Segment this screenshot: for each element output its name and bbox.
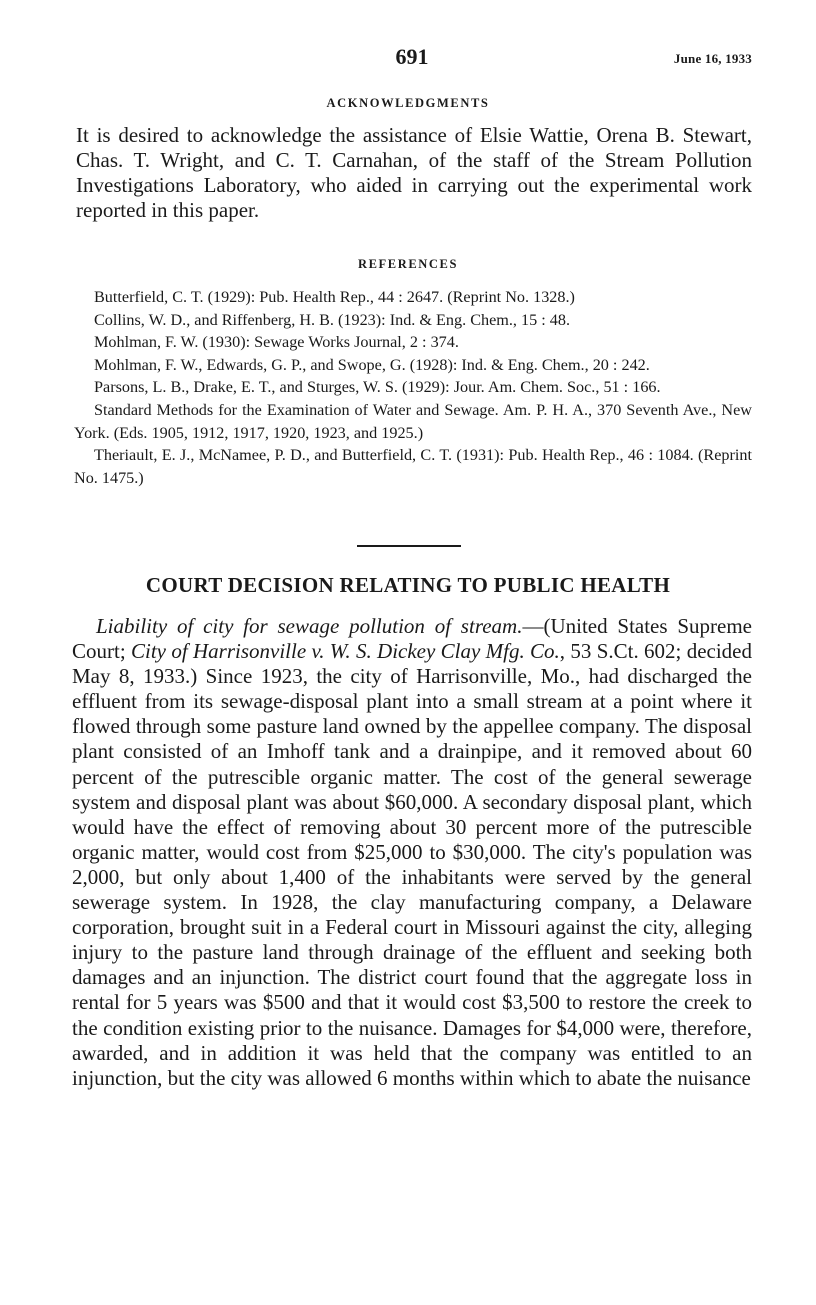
acknowledgments-heading: ACKNOWLEDGMENTS (326, 96, 490, 110)
reference-item: Mohlman, F. W., Edwards, G. P., and Swope, G. (1928): Ind. & Eng. Chem., 20 : 242. (94, 355, 650, 374)
references-heading: REFERENCES (357, 257, 459, 271)
case-citation: , 53 S.Ct. 602; decided May 8, 1933.) (72, 639, 753, 689)
article-text: Since 1923, the city of Harrisonville, Mo., had discharged the effluent from its sewage-disposal plant into a small stream at a point where it flowed through some pasture land owned by the appellee company. The disposal plant consisted of an Imhoff tank and a drainpipe, and it removed about 60 percent of the putrescible organic matter. The cost of the general sewerage system and disposal plant was about $60,000. A secondary disposal plant, which would have the effect of removing about 30 percent more of the putrescible organic matter, would cost from $25,000 to $30,000. The city's population was 2,000, but only about 1,400 of the inhabitants were served by the general sewerage system. In 1928, the clay manufacturing company, a Delaware corporation, brought suit in a Federal court in Missouri against the city, alleging injury to the pasture land through drainage of the effluent and seeking both damages and an injunction. The district court found that the aggregate loss in rental for 5 years was $500 and that it would cost $3,500 to restore the creek to the condition existing prior to the nuisance. Damages for $4,000 were, therefore, awarded, and in addition it was held that the company was entitled to an injunction, but the city was allowed 6 months within which to abate the nuisance (72, 664, 752, 1090)
case-heading: Liability of city for sewage pollution of stream. (96, 614, 523, 638)
reference-item: Standard Methods for the Examination of Water and Sewage. Am. P. H. A., 370 Seventh Ave., New York. (Eds. 1905, 1912, 1917, 1920, 1923, and 1925.) (74, 400, 752, 442)
reference-item: Collins, W. D., and Riffenberg, H. B. (1923): Ind. & Eng. Chem., 15 : 48. (94, 310, 571, 329)
acknowledgments-text: It is desired to acknowledge the assistance of Elsie Wattie, Orena B. Stewart, Chas. T. Wright, and C. T. Carnahan, of the staff of the Stream Pollution Investigations Laboratory, who aided in carrying out the experimental work reported in this paper. (76, 123, 752, 222)
case-name: City of Harrisonville v. W. S. Dickey Clay Mfg. Co. (131, 639, 560, 664)
reference-item: Theriault, E. J., McNamee, P. D., and Butterfield, C. T. (1931): Pub. Health Rep., 46 : 1084. (Reprint No. 1475.) (74, 446, 752, 487)
section-divider (357, 545, 461, 547)
article-title: COURT DECISION RELATING TO PUBLIC HEALTH (145, 573, 671, 597)
page-header (0, 44, 816, 74)
references-list (74, 286, 752, 489)
article-body (72, 614, 752, 1091)
reference-item: Mohlman, F. W. (1930): Sewage Works Journal, 2 : 374. (94, 333, 459, 352)
page-number: 691 (395, 44, 429, 69)
reference-item: Parsons, L. B., Drake, E. T., and Sturges, W. S. (1929): Jour. Am. Chem. Soc., 51 : 166. (94, 378, 661, 397)
issue-date: June 16, 1933 (673, 51, 752, 66)
court-open: —(United States Supreme Court; (72, 614, 752, 664)
reference-item: Butterfield, C. T. (1929): Pub. Health Rep., 44 : 2647. (Reprint No. 1328.) (94, 288, 575, 306)
